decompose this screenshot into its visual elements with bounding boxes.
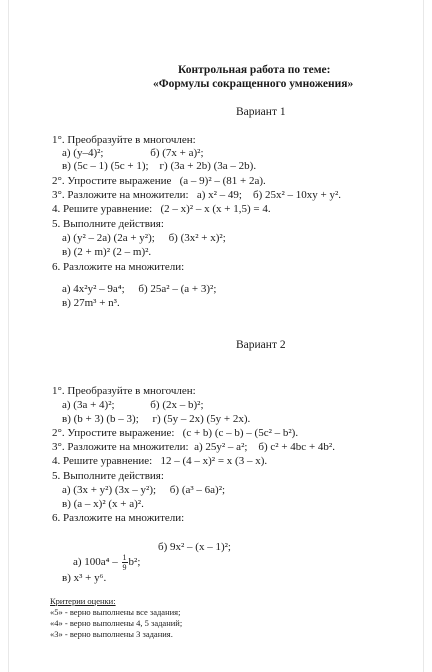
v1-task4: 4. Решите уравнение: (2 – x)² – x (x + 1,5) = 4. [52,203,271,215]
variant1-title: Вариант 1 [236,106,286,118]
criteria-title-text: Критерии оценки: [50,596,116,606]
v2-task6-a-suffix: b²; [128,556,141,569]
v2-task6-b: б) 9x² – (x – 1)²; [158,541,231,553]
v1-task5: 5. Выполните действия: [52,218,164,230]
v1-task1-ab: а) (y–4)²; б) (7x + a)²; [62,147,204,159]
v2-task1-vg: в) (b + 3) (b – 3); г) (5y – 2x) (5y + 2x). [62,413,251,425]
criteria-line-4: «4» - верно выполнены 4, 5 заданий; [50,618,183,628]
doc-title-line2: «Формулы сокращенного умножения» [153,78,354,90]
v2-task2: 2°. Упростите выражение: (c + b) (c – b) – (5c² – b²). [52,427,299,439]
v1-task6-v: в) 27m³ + n³. [62,297,120,309]
v2-task6: 6. Разложите на множители: [52,512,185,524]
fraction-denominator: 9 [122,563,127,572]
criteria-title [50,596,116,607]
v2-task1-ab: а) (3a + 4)²; б) (2x – b)²; [62,399,204,411]
v1-task5-v: в) (2 + m)² (2 – m)². [62,246,152,258]
v1-task1: 1°. Преобразуйте в многочлен: [52,134,196,146]
v1-task6: 6. Разложите на множители: [52,261,185,273]
v2-task5: 5. Выполните действия: [52,470,164,482]
v1-task2: 2°. Упростите выражение (a – 9)² – (81 + 2a). [52,175,266,187]
v2-task6-a-prefix: а) 100a⁴ – [73,556,121,569]
variant2-title: Вариант 2 [236,339,286,351]
v2-task5-v: в) (a – x)² (x + a)². [62,498,144,510]
doc-title-line1: Контрольная работа по теме: [178,64,331,76]
criteria-line-3: «3» - верно выполнены 3 задания. [50,629,173,639]
v1-task6-ab: а) 4x²y² – 9a⁴; б) 25a² – (a + 3)²; [62,283,217,295]
v2-task6-v: в) x³ + y⁶. [62,572,107,584]
v1-task1-vg: в) (5c – 1) (5c + 1); г) (3a + 2b) (3a – 2b). [62,160,257,172]
page-edge-left [8,0,9,672]
v2-task1: 1°. Преобразуйте в многочлен: [52,385,196,397]
fraction-one-ninth [122,553,128,572]
v2-task5-ab: а) (3x + y²) (3x – y²); б) (a³ – 6a)²; [62,484,226,496]
v2-task3: 3°. Разложите на множители: а) 25y² – a²; б) c² + 4bc + 4b². [52,441,335,453]
v1-task5-ab: а) (y² – 2a) (2a + y²); б) (3x² + x)²; [62,232,226,244]
page-edge-right [423,0,424,672]
fraction-numerator: 1 [122,553,127,562]
criteria-line-5: «5» - верно выполнены все задания; [50,607,181,617]
v1-task3: 3°. Разложите на множители: а) x² – 49; б) 25x² – 10xy + y². [52,189,342,201]
v2-task4: 4. Решите уравнение: 12 – (4 – x)² = x (3 – x). [52,455,268,467]
